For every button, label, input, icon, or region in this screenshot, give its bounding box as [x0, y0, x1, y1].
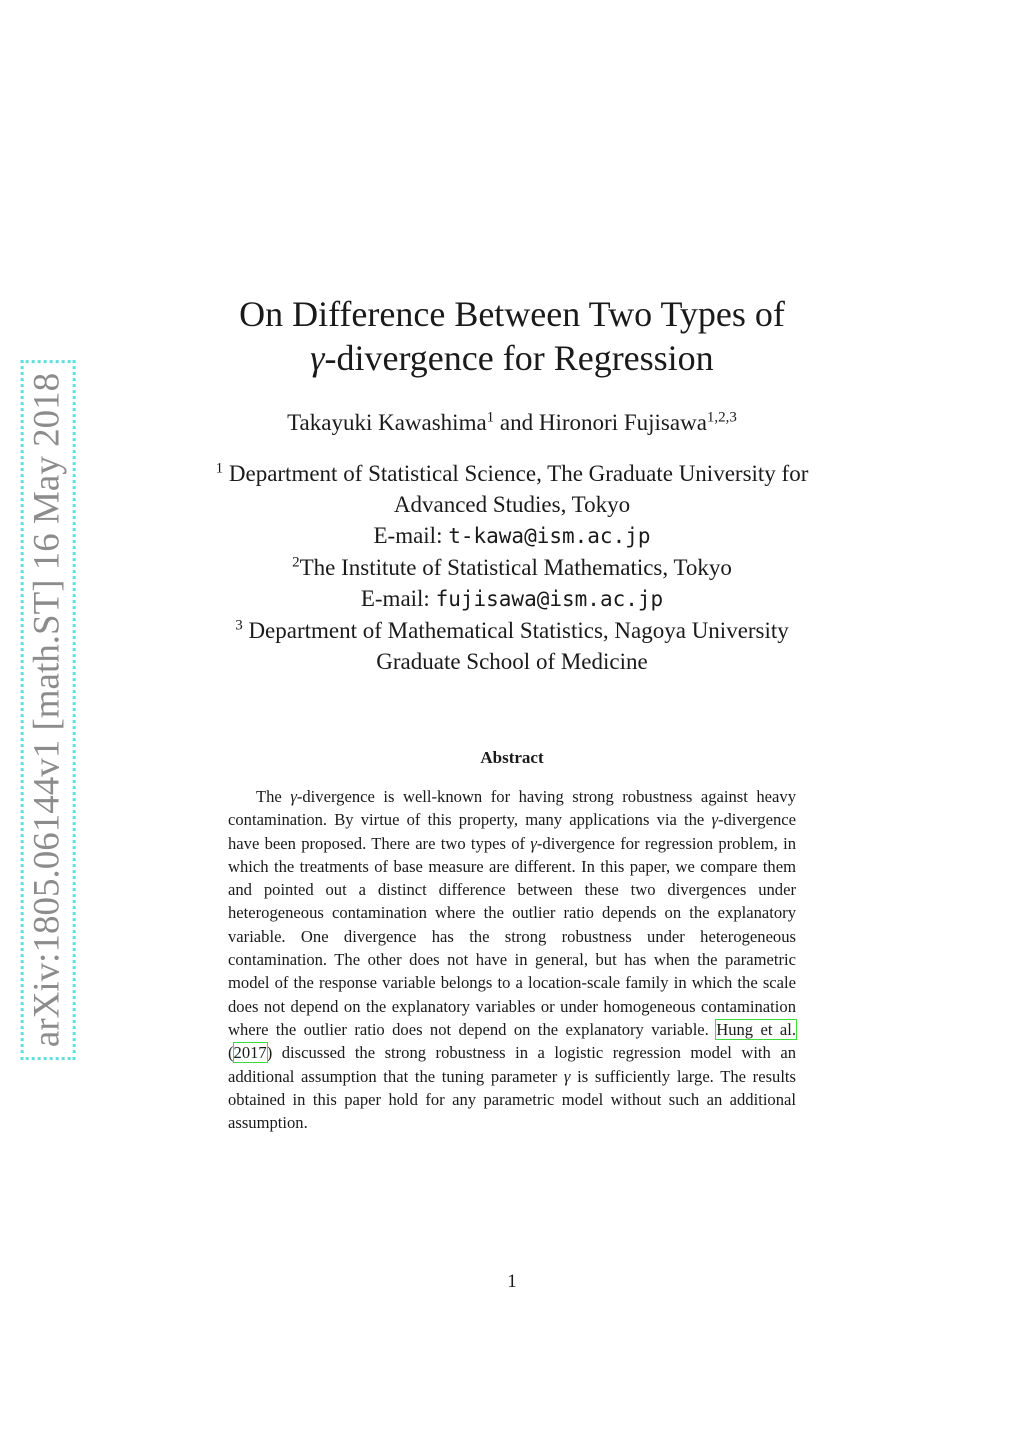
author-1-sup: 1: [486, 409, 495, 426]
abstract-text-4: -divergence for regression problem, in which the treatments of base measure are different. In this paper, we compare them and pointed out a distinct difference between these two divergences under heterogeneous contamination where the outlier ratio depends on the explanatory variable. One divergence has the strong robustness under heterogeneous contamination. The other does not have in general, but has when the parametric model of the response variable belongs to a location-scale family in which the scale does not depend on the explanatory variables or under homogeneous contamination where the outlier ratio does not depend on the explanatory variable.: [228, 833, 796, 1039]
affiliation-3: [0, 615, 1024, 646]
author-joiner: and: [494, 410, 539, 435]
citation-year-link[interactable]: 2017: [233, 1043, 267, 1063]
affiliation-1-cont: Advanced Studies, Tokyo: [393, 492, 631, 517]
abstract-text-5: discussed the strong robustness in a logistic regression model with an additional assumption that the tuning parameter: [228, 1043, 796, 1086]
affiliation-1-sup: 1: [215, 460, 224, 477]
abstract-text-2: -divergence is well-known for having strong robustness against heavy contamination. By virtue of this property, many applications via the: [228, 787, 796, 830]
paper-title: [0, 292, 1024, 380]
gamma-symbol: γ: [711, 810, 718, 830]
page-number: 1: [507, 1271, 517, 1292]
affiliations: [0, 458, 1024, 677]
arxiv-stamp-text: arXiv:1805.06144v1 [math.ST] 16 May 2018: [21, 360, 76, 1060]
affiliation-3-text: Department of Mathematical Statistics, Nagoya University: [242, 618, 789, 643]
abstract-text-3: -divergence have been proposed. There are two types of: [228, 810, 796, 853]
gamma-symbol: γ: [563, 1066, 571, 1086]
email-2[interactable]: fujisawa@ism.ac.jp: [435, 587, 664, 611]
gamma-symbol: γ: [530, 833, 537, 853]
email-1-label: E-mail:: [373, 523, 449, 548]
author-1: Takayuki Kawashima: [287, 410, 487, 435]
email-1[interactable]: t-kawa@ism.ac.jp: [448, 524, 651, 548]
title-line-2-rest: -divergence for Regression: [324, 338, 714, 378]
affiliation-1: [0, 458, 1024, 489]
abstract-text-6: is sufficiently large. The results obtained in this paper hold for any parametric model without such an additional assumption.: [228, 1066, 797, 1133]
title-gamma: γ: [310, 338, 325, 378]
affiliation-3-sup: 3: [235, 617, 243, 634]
title-line-1: On Difference Between Two Types of: [239, 294, 785, 334]
gamma-symbol: γ: [290, 787, 297, 806]
abstract-heading: Abstract: [480, 748, 544, 767]
affiliation-2-text: The Institute of Statistical Mathematics, Tokyo: [299, 555, 732, 580]
author-2: Hironori Fujisawa: [538, 410, 707, 435]
affiliation-3-cont: Graduate School of Medicine: [376, 649, 648, 674]
affiliation-2: [0, 552, 1024, 583]
abstract-body: The γ-divergence is well-known for having strong robustness against heavy contamination. By virtue of this property, many applications via the γ-divergence have been proposed. There are two types of γ-divergence for regression problem, in which the treatments of base measure are different. In this paper, we compare them and pointed out a distinct difference between these two divergences under heterogeneous contamination where the outlier ratio depends on the explanatory variable. One divergence has the strong robustness under heterogeneous contamination. The other does not have in general, but has when the parametric model of the response variable belongs to a location-scale family in which the scale does not depend on the explanatory variables or under homogeneous contamination where the outlier ratio does not depend on the explanatory variable. Hung et al. (2017) discussed the strong robustness in a logistic regression model with an additional assumption that the tuning parameter γ is sufficiently large. The results obtained in this paper hold for any parametric model without such an additional assumption.: [228, 787, 797, 1133]
email-1-line: [0, 520, 1024, 552]
affiliation-2-sup: 2: [292, 554, 300, 571]
abstract-text-1: The: [256, 787, 291, 806]
author-2-sup: 1,2,3: [706, 409, 737, 426]
email-2-label: E-mail:: [360, 586, 436, 611]
title-line-2: [0, 336, 1024, 380]
citation-author-link[interactable]: Hung et al.: [716, 1019, 796, 1039]
author-list: [0, 408, 1024, 438]
affiliation-1-text: Department of Statistical Science, The Graduate University for: [223, 461, 809, 486]
email-2-line: [0, 583, 1024, 615]
